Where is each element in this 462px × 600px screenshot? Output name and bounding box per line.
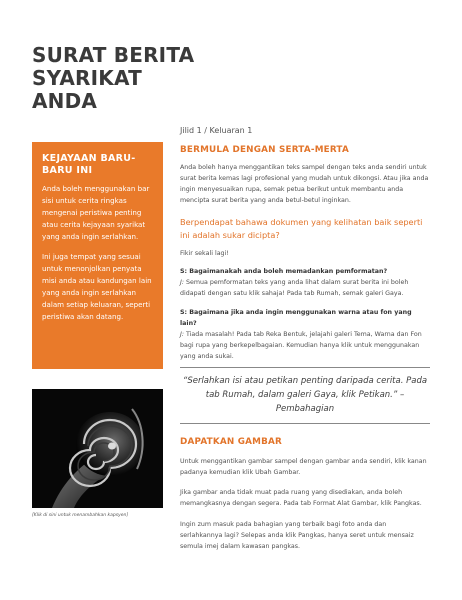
- gambar-paragraph-1: Untuk menggantikan gambar sampel dengan gambar anda sendiri, klik kanan padanya kemudian klik Ubah Gambar.: [180, 458, 427, 476]
- qa-answer-label: J:: [180, 279, 184, 286]
- subheading-question: Berpendapat bahawa dokumen yang kelihatan baik seperti ini adalah sukar dicipta?: [180, 217, 423, 240]
- qa-question: S: Bagaimana jika anda ingin menggunakan warna atau fon yang lain?: [180, 309, 412, 327]
- newsletter-photo[interactable]: [32, 389, 163, 508]
- title-line-3: ANDA: [32, 89, 98, 113]
- qa-question: S: Bagaimanakah anda boleh memadankan pemformatan?: [180, 268, 388, 275]
- issue-label: Jilid 1 / Keluaran 1: [180, 126, 253, 135]
- qa-answer-label: J:: [180, 331, 184, 338]
- gambar-paragraph-3: Ingin zum masuk pada bahagian yang terbaik bagi foto anda dan serlahkannya lagi? Selepas anda klik Pangkas, hanya seret untuk mensaiz semula imej dalam kawasan pangkas.: [180, 521, 414, 550]
- photo-caption[interactable]: [Klik di sini untuk menambahkan kapsyen]: [32, 513, 129, 518]
- title-line-1: SURAT BERITA: [32, 43, 195, 67]
- sidebar-box: [32, 142, 163, 369]
- title-line-2: SYARIKAT: [32, 66, 142, 90]
- qa-item: [180, 266, 430, 299]
- pull-quote: “Serlahkan isi atau petikan penting daripada cerita. Pada tab Rumah, dalam galeri Gaya, klik Petikan.” – Pembahagian: [182, 376, 428, 414]
- qa-answer: Tiada masalah! Pada tab Reka Bentuk, jelajahi galeri Tema, Warna dan Fon bagi rupa yang berkepelbagaian. Kemudian hanya klik untuk menggunakan yang anda sukai.: [180, 331, 422, 360]
- qa-answer: Semua pemformatan teks yang anda lihat dalam surat berita ini boleh didapati dengan satu klik sahaja! Pada tab Rumah, semak galeri Gaya.: [180, 279, 409, 297]
- gambar-paragraph-2: Jika gambar anda tidak muat pada ruang yang disediakan, anda boleh memangkasnya dengan segera. Pada tab Format Alat Gambar, klik Pangkas.: [180, 489, 422, 507]
- newsletter-title: [32, 44, 202, 113]
- qa-item: [180, 307, 430, 362]
- fikir-text: Fikir sekali lagi!: [180, 250, 229, 257]
- violin-scroll-image: [32, 389, 163, 508]
- sidebar-paragraph-1: Anda boleh menggunakan bar sisi untuk cerita ringkas mengenai peristiwa penting atau cerita kejayaan syarikat yang anda ingin serlahkan.: [42, 184, 150, 241]
- sidebar-heading: KEJAYAAN BARU-BARU INI: [42, 153, 136, 176]
- section-heading-gambar: DAPATKAN GAMBAR: [180, 437, 282, 447]
- section-heading-start: BERMULA DENGAN SERTA-MERTA: [180, 145, 349, 155]
- sidebar-paragraph-2: Ini juga tempat yang sesuai untuk menonjolkan penyata misi anda atau kandungan lain yang anda ingin serlahkan dalam setiap keluaran, seperti peristiwa akan datang.: [42, 252, 152, 321]
- section-start-body: Anda boleh hanya menggantikan teks sampel dengan teks anda sendiri untuk surat berita kemas lagi profesional yang mudah untuk dikongsi. Atau jika anda ingin menyesuaikan rupa, semak petua berikut untuk membantu anda mencipta surat berita yang anda betul-betul inginkan.: [180, 164, 429, 204]
- quote-rule-top: [180, 367, 430, 368]
- quote-rule-bottom: [180, 423, 430, 424]
